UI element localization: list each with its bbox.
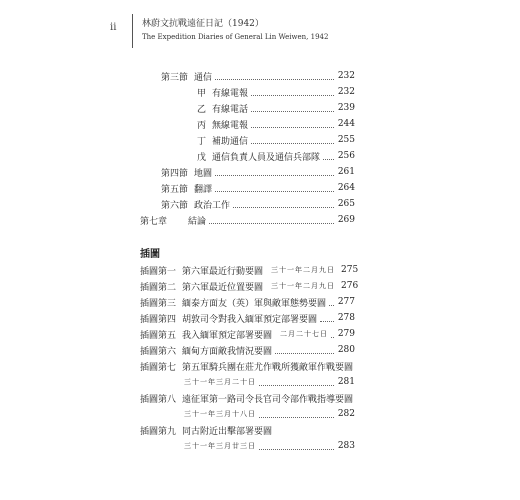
toc-row xyxy=(140,148,355,164)
figure-date-line xyxy=(140,406,355,422)
figure-row xyxy=(140,422,355,438)
toc-row xyxy=(140,164,355,180)
toc-title: 有線電報 xyxy=(212,88,249,99)
toc-page: 261 xyxy=(337,167,355,177)
figure-date-line xyxy=(140,374,355,390)
toc-title: 有線電話 xyxy=(212,104,249,115)
figure-page: 281 xyxy=(337,377,355,387)
table-of-contents xyxy=(140,68,359,454)
figure-row xyxy=(140,390,355,406)
figure-title: 同古附近出擊部署要圖 xyxy=(182,426,273,437)
dot-leader xyxy=(329,305,334,306)
figure-row xyxy=(140,310,355,326)
toc-page: 264 xyxy=(337,183,355,193)
dot-leader xyxy=(209,223,334,224)
dot-leader xyxy=(215,191,334,192)
figure-title: 第六軍最近位置要圖 xyxy=(182,282,264,293)
figure-row xyxy=(140,326,355,342)
figure-label: 插圖第五 xyxy=(140,330,177,341)
figure-date: 二月二十七日 xyxy=(280,330,329,338)
dot-leader xyxy=(275,353,334,354)
dot-leader xyxy=(251,143,334,144)
figure-page: 277 xyxy=(337,297,355,307)
dot-leader xyxy=(251,95,334,96)
toc-label: 第四節 xyxy=(160,168,188,179)
figure-page: 280 xyxy=(337,345,355,355)
figure-label: 插圖第六 xyxy=(140,346,177,357)
toc-page: 265 xyxy=(337,199,355,209)
toc-label: 戊 xyxy=(196,152,206,163)
figure-date-line xyxy=(140,438,355,454)
figure-page: 279 xyxy=(337,329,355,339)
toc-title: 通信負責人員及通信兵部隊 xyxy=(212,152,321,163)
toc-row xyxy=(140,100,355,116)
figure-label: 插圖第七 xyxy=(140,362,177,373)
toc-page: 269 xyxy=(337,215,355,225)
dot-leader xyxy=(251,127,334,128)
toc-row xyxy=(140,132,355,148)
figure-title: 第六軍最近行動要圖 xyxy=(182,266,264,277)
toc-label: 第三節 xyxy=(160,72,188,83)
toc-page: 255 xyxy=(337,135,355,145)
figure-title: 我入緬軍預定部署要圖 xyxy=(182,330,273,341)
toc-page: 232 xyxy=(337,71,355,81)
book-title-chinese: 林蔚文抗戰遠征日記（1942） xyxy=(142,19,264,29)
dot-leader xyxy=(259,417,334,418)
figure-label: 插圖第四 xyxy=(140,314,177,325)
figure-page: 283 xyxy=(337,441,355,451)
running-header xyxy=(110,14,410,48)
toc-title: 補助通信 xyxy=(212,136,249,147)
figure-label: 插圖第九 xyxy=(140,426,177,437)
toc-row xyxy=(140,196,355,212)
toc-page: 232 xyxy=(337,87,355,97)
toc-title: 無線電報 xyxy=(212,120,249,131)
figure-date: 三十一年二月九日 xyxy=(271,266,336,274)
figure-page: 282 xyxy=(337,409,355,419)
toc-label: 丙 xyxy=(196,120,206,131)
toc-title: 地圖 xyxy=(194,168,213,179)
toc-title: 結論 xyxy=(188,216,207,227)
figure-page: 276 xyxy=(341,281,359,291)
dot-leader xyxy=(215,79,334,80)
toc-title: 政治工作 xyxy=(194,200,231,211)
figure-date: 三十一年二月九日 xyxy=(271,282,336,290)
toc-label: 甲 xyxy=(196,88,206,99)
toc-label: 第七章 xyxy=(140,216,168,227)
figure-label: 插圖第二 xyxy=(140,282,177,293)
figure-row xyxy=(140,294,355,310)
header-divider xyxy=(132,14,133,48)
toc-row xyxy=(140,212,355,228)
page-number: ii xyxy=(110,22,117,33)
toc-page: 239 xyxy=(337,103,355,113)
figure-date: 三十一年三月廿三日 xyxy=(184,442,256,450)
toc-title: 通信 xyxy=(194,72,213,83)
dot-leader xyxy=(320,321,334,322)
toc-page: 244 xyxy=(337,119,355,129)
toc-label: 丁 xyxy=(196,136,206,147)
dot-leader xyxy=(259,449,334,450)
dot-leader xyxy=(323,159,334,160)
figure-page: 275 xyxy=(341,265,359,275)
figures-heading: 插圖 xyxy=(140,248,160,260)
figure-page: 278 xyxy=(337,313,355,323)
toc-label: 第五節 xyxy=(160,184,188,195)
dot-leader xyxy=(259,385,334,386)
toc-label: 第六節 xyxy=(160,200,188,211)
figure-label: 插圖第八 xyxy=(140,394,177,405)
figure-label: 插圖第一 xyxy=(140,266,177,277)
figure-row xyxy=(140,358,355,374)
figure-label: 插圖第三 xyxy=(140,298,177,309)
figure-row xyxy=(140,342,355,358)
toc-title: 翻譯 xyxy=(194,184,213,195)
toc-row xyxy=(140,180,355,196)
figure-row xyxy=(140,262,359,278)
toc-row xyxy=(140,68,355,84)
figure-title: 緬泰方面友（英）軍與敵軍態勢要圖 xyxy=(182,298,327,309)
figure-date: 三十一年三月十八日 xyxy=(184,410,256,418)
dot-leader xyxy=(233,207,334,208)
figure-title: 第五軍騎兵團在莊尤作戰所獲敵軍作戰要圖 xyxy=(182,362,354,373)
book-title-english: The Expedition Diaries of General Lin Weiwen, 1942 xyxy=(142,33,329,41)
figure-title: 緬甸方面敵我情況要圖 xyxy=(182,346,273,357)
toc-row xyxy=(140,116,355,132)
figure-date: 三十一年三月二十日 xyxy=(184,378,256,386)
toc-label: 乙 xyxy=(196,104,206,115)
dot-leader xyxy=(215,175,334,176)
figure-title: 遠征軍第一路司令長官司令部作戰指導要圖 xyxy=(182,394,354,405)
figure-title: 胡敦司令對我入緬軍預定部署要圖 xyxy=(182,314,318,325)
dot-leader xyxy=(251,111,334,112)
dot-leader xyxy=(331,337,334,338)
figure-row xyxy=(140,278,359,294)
toc-page: 256 xyxy=(337,151,355,161)
toc-row xyxy=(140,84,355,100)
